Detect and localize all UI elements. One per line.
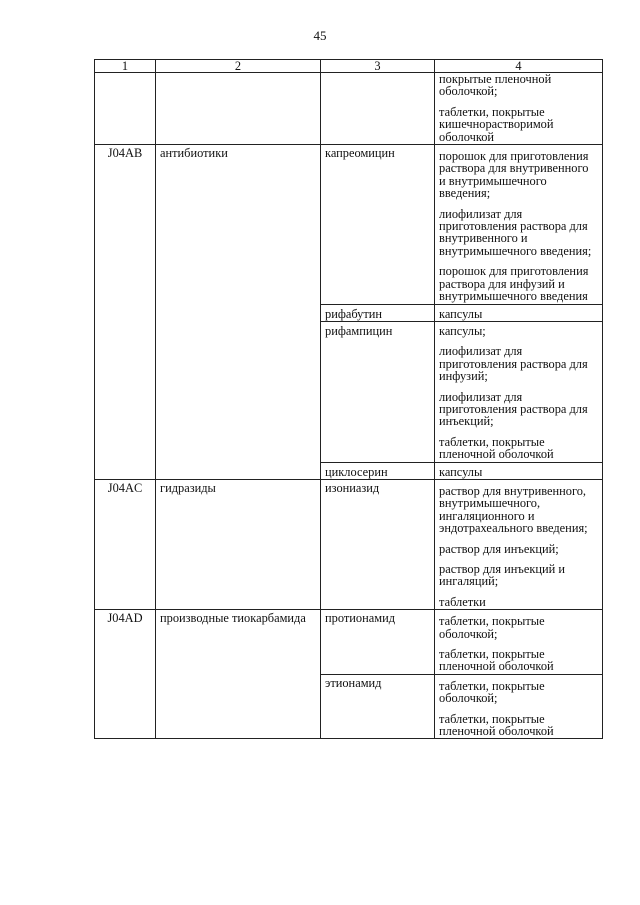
table-row	[95, 73, 603, 145]
group-name: антибиотики	[156, 145, 321, 480]
dosage-form: таблетки	[439, 594, 486, 609]
forms-cell	[435, 462, 603, 479]
group-name: производные тиокарбамида	[156, 610, 321, 739]
dosage-form: таблетки, покрытые кишечнорастворимой оболочкой	[439, 104, 554, 144]
dosage-form: лиофилизат для приготовления раствора для внутривенного и внутримышечного введения;	[439, 206, 592, 258]
table-row	[95, 479, 603, 609]
drug-name: протионамид	[321, 610, 435, 675]
drug-name: циклосерин	[321, 462, 435, 479]
column-number: 4	[435, 60, 603, 73]
forms-cell	[435, 610, 603, 675]
forms-cell	[435, 73, 603, 145]
dosage-form: таблетки, покрытые пленочной оболочкой	[439, 647, 554, 674]
table-row	[95, 145, 603, 304]
column-number: 3	[321, 60, 435, 73]
dosage-form: покрытые пленочной оболочкой;	[439, 72, 552, 99]
dosage-form: таблетки, покрытые оболочкой;	[439, 678, 545, 706]
table-row	[95, 610, 603, 675]
atc-code: J04AC	[95, 479, 156, 609]
drug-name: изониазид	[321, 479, 435, 609]
dosage-form: раствор для инъекций и ингаляций;	[439, 562, 565, 589]
dosage-form: таблетки, покрытые оболочкой;	[439, 614, 545, 641]
drug-name: этионамид	[321, 674, 435, 739]
drug-name: рифабутин	[321, 304, 435, 321]
dosage-form: лиофилизат для приготовления раствора для инфузий;	[439, 344, 588, 384]
dosage-form: капсулы	[439, 306, 483, 321]
atc-code: J04AD	[95, 610, 156, 739]
page-number: 45	[313, 28, 327, 43]
drug-table	[94, 59, 603, 739]
forms-cell	[435, 479, 603, 609]
dosage-form: лиофилизат для приготовления раствора для инъекций;	[439, 389, 588, 429]
column-number: 2	[156, 60, 321, 73]
dosage-form: таблетки, покрытые пленочной оболочкой	[439, 711, 554, 739]
column-number-row	[95, 60, 603, 73]
dosage-form: таблетки, покрытые пленочной оболочкой	[439, 434, 554, 462]
drug-name: капреомицин	[321, 145, 435, 304]
group-cell	[156, 73, 321, 145]
atc-code: J04AB	[95, 145, 156, 480]
code-cell	[95, 73, 156, 145]
dosage-form: капсулы	[439, 464, 483, 479]
column-number: 1	[95, 60, 156, 73]
forms-cell	[435, 321, 603, 462]
dosage-form: раствор для внутривенного, внутримышечного, ингаляционного и эндотрахеального введения;	[439, 483, 588, 536]
forms-cell	[435, 145, 603, 304]
forms-cell	[435, 674, 603, 739]
drug-cell	[321, 73, 435, 145]
group-name: гидразиды	[156, 479, 321, 609]
dosage-form: раствор для инъекций;	[439, 541, 559, 556]
forms-cell	[435, 304, 603, 321]
dosage-form: порошок для приготовления раствора для внутривенного и внутримышечного введения;	[439, 149, 589, 201]
dosage-form: капсулы;	[439, 323, 486, 338]
dosage-form: порошок для приготовления раствора для инфузий и внутримышечного введения	[439, 264, 589, 304]
drug-name: рифампицин	[321, 321, 435, 462]
